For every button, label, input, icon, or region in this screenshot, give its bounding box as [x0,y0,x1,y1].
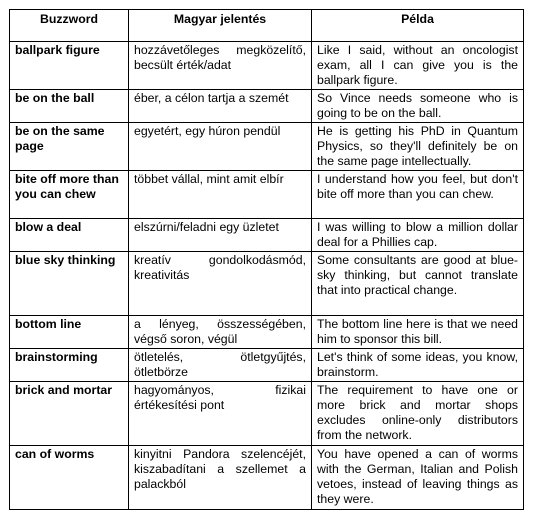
example-cell: The requirement to have one or more brick and mortar shops excludes online-only distributors from the network. [312,382,524,446]
table-row [10,446,524,510]
table-row [10,123,524,171]
example-cell: You have opened a can of worms with the German, Italian and Polish vetoes, instead of leaving things as they were. [312,446,524,510]
header-buzzword: Buzzword [10,10,129,42]
header-example: Példa [312,10,524,42]
meaning-cell: egyetért, egy húron pendül [129,123,312,171]
buzzword-cell: blow a deal [10,219,129,252]
example-cell: So Vince needs someone who is going to be on the ball. [312,90,524,123]
header-meaning: Magyar jelentés [129,10,312,42]
meaning-cell: kreatív gondolkodásmód, kreativitás [129,252,312,316]
example-cell: Some consultants are good at blue-sky thinking, but cannot translate that into practical change. [312,252,524,316]
buzzword-cell: can of worms [10,446,129,510]
meaning-cell: éber, a célon tartja a szemét [129,90,312,123]
table-row [10,349,524,382]
table-row [10,42,524,90]
example-cell: Let's think of some ideas, you know, brainstorm. [312,349,524,382]
buzzword-cell: brick and mortar [10,382,129,446]
buzzword-cell: be on the ball [10,90,129,123]
table-row [10,382,524,446]
meaning-cell: hagyományos, fizikai értékesítési pont [129,382,312,446]
buzzword-table [9,9,524,510]
example-cell: I understand how you feel, but don't bite off more than you can chew. [312,171,524,219]
buzzword-cell: be on the same page [10,123,129,171]
table-row [10,219,524,252]
table-row [10,252,524,316]
buzzword-cell: bite off more than you can chew [10,171,129,219]
buzzword-cell: bottom line [10,316,129,349]
table-row [10,90,524,123]
buzzword-cell: brainstorming [10,349,129,382]
meaning-cell: kinyitni Pandora szelencéjét, kiszabadítani a szellemet a palackból [129,446,312,510]
buzzword-cell: blue sky thinking [10,252,129,316]
table-row [10,316,524,349]
example-cell: Like I said, without an oncologist exam, all I can give you is the ballpark figure. [312,42,524,90]
meaning-cell: többet vállal, mint amit elbír [129,171,312,219]
example-cell: He is getting his PhD in Quantum Physics, so they'll definitely be on the same page intellectually. [312,123,524,171]
meaning-cell: hozzávetőleges megközelítő, becsült érték/adat [129,42,312,90]
header-row [10,10,524,42]
meaning-cell: ötletelés, ötletgyűjtés, ötletbörze [129,349,312,382]
buzzword-cell: ballpark figure [10,42,129,90]
meaning-cell: elszúrni/feladni egy üzletet [129,219,312,252]
example-cell: The bottom line here is that we need him to sponsor this bill. [312,316,524,349]
table-row [10,171,524,219]
meaning-cell: a lényeg, összességében, végső soron, végül [129,316,312,349]
example-cell: I was willing to blow a million dollar deal for a Phillies cap. [312,219,524,252]
